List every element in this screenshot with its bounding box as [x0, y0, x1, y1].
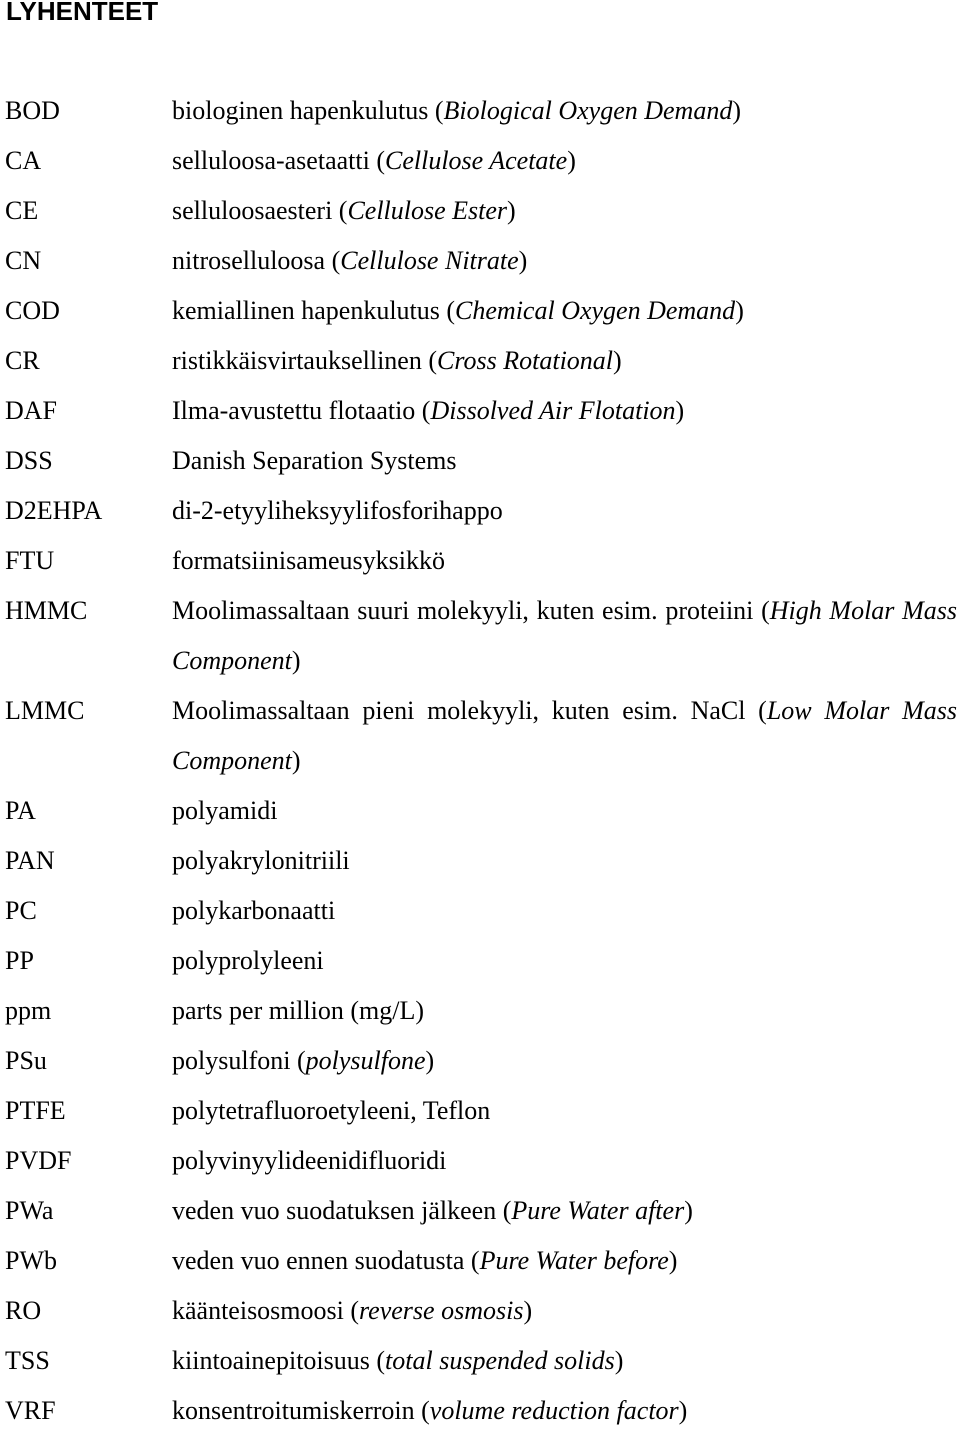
abbreviation: PA	[5, 796, 36, 825]
abbreviation-row	[0, 986, 960, 1036]
abbreviation: CA	[5, 146, 42, 175]
abbreviation: FTU	[5, 546, 55, 575]
abbreviation: D2EHPA	[5, 496, 103, 525]
definition: konsentroitumiskerroin (volume reduction factor)	[172, 1396, 688, 1425]
abbreviation: DAF	[5, 396, 58, 425]
abbreviation-row	[0, 336, 960, 386]
definition: polytetrafluoroetyleeni, Teflon	[172, 1096, 491, 1125]
abbreviation: PWb	[5, 1246, 57, 1275]
abbreviation: CR	[5, 346, 40, 375]
abbreviation: PP	[5, 946, 34, 975]
abbreviation-row	[0, 836, 960, 886]
definition: Danish Separation Systems	[172, 446, 457, 475]
abbreviation: PTFE	[5, 1096, 66, 1125]
definition: polykarbonaatti	[172, 896, 336, 925]
definition: formatsiinisameusyksikkö	[172, 546, 445, 575]
abbreviation-row	[0, 236, 960, 286]
abbreviation: ppm	[5, 996, 52, 1025]
abbreviation: PAN	[5, 846, 55, 875]
abbreviation-row	[0, 486, 960, 536]
abbreviation: TSS	[5, 1346, 50, 1375]
abbreviation-row	[0, 786, 960, 836]
abbreviation-row	[0, 136, 960, 186]
abbreviation-row	[0, 1036, 960, 1086]
abbreviation-row	[0, 886, 960, 936]
abbreviation: PC	[5, 896, 37, 925]
definition: selluloosaesteri (Cellulose Ester)	[172, 196, 516, 225]
abbreviation: PSu	[5, 1046, 47, 1075]
definition: nitroselluloosa (Cellulose Nitrate)	[172, 246, 528, 275]
abbreviation: CN	[5, 246, 42, 275]
abbreviation: PVDF	[5, 1146, 72, 1175]
abbreviation: VRF	[5, 1396, 56, 1425]
abbreviation-row	[0, 536, 960, 586]
abbreviation: HMMC	[5, 596, 88, 625]
definition: veden vuo ennen suodatusta (Pure Water before)	[172, 1246, 678, 1275]
abbreviation-row	[0, 1086, 960, 1136]
abbreviation: BOD	[5, 96, 60, 125]
abbreviation-row	[0, 436, 960, 486]
abbreviation: DSS	[5, 446, 53, 475]
abbreviation-row	[0, 286, 960, 336]
abbreviation: RO	[5, 1296, 42, 1325]
definition: kemiallinen hapenkulutus (Chemical Oxygen Demand)	[172, 296, 744, 325]
definition: veden vuo suodatuksen jälkeen (Pure Water after)	[172, 1196, 693, 1225]
abbreviation-row	[0, 1236, 960, 1286]
abbreviation-row	[0, 586, 960, 686]
abbreviation-row	[0, 1136, 960, 1186]
abbreviation-row	[0, 1386, 960, 1436]
definition: kiintoainepitoisuus (total suspended solids)	[172, 1346, 624, 1375]
abbreviation-row	[0, 1186, 960, 1236]
definition: Moolimassaltaan suuri molekyyli, kuten esim. proteiini (High Molar Mass Component)	[172, 596, 957, 675]
abbreviation-row	[0, 936, 960, 986]
definition: polysulfoni (polysulfone)	[172, 1046, 435, 1075]
definition: polyakrylonitriili	[172, 846, 350, 875]
definition: polyvinyylideenidifluoridi	[172, 1146, 447, 1175]
abbreviation: CE	[5, 196, 39, 225]
abbreviation-row	[0, 386, 960, 436]
page-heading: LYHENTEET	[6, 0, 159, 26]
definition: Moolimassaltaan pieni molekyyli, kuten esim. NaCl (Low Molar Mass Component)	[172, 696, 957, 775]
definition: polyamidi	[172, 796, 278, 825]
definition: biologinen hapenkulutus (Biological Oxygen Demand)	[172, 96, 741, 125]
abbreviation-row	[0, 1336, 960, 1386]
abbreviation: COD	[5, 296, 60, 325]
definition: Ilma-avustettu flotaatio (Dissolved Air Flotation)	[172, 396, 685, 425]
definition: polyprolyleeni	[172, 946, 324, 975]
definition: di-2-etyyliheksyylifosforihappo	[172, 496, 503, 525]
abbreviation-row	[0, 1286, 960, 1336]
definition: ristikkäisvirtauksellinen (Cross Rotational)	[172, 346, 622, 375]
abbreviation: LMMC	[5, 696, 85, 725]
abbreviation-row	[0, 686, 960, 786]
definition: käänteisosmoosi (reverse osmosis)	[172, 1296, 533, 1325]
abbreviation: PWa	[5, 1196, 54, 1225]
definition: selluloosa-asetaatti (Cellulose Acetate)	[172, 146, 576, 175]
abbreviation-row	[0, 186, 960, 236]
abbreviation-row	[0, 86, 960, 136]
definition: parts per million (mg/L)	[172, 996, 425, 1025]
abbreviation-list	[0, 86, 960, 1436]
